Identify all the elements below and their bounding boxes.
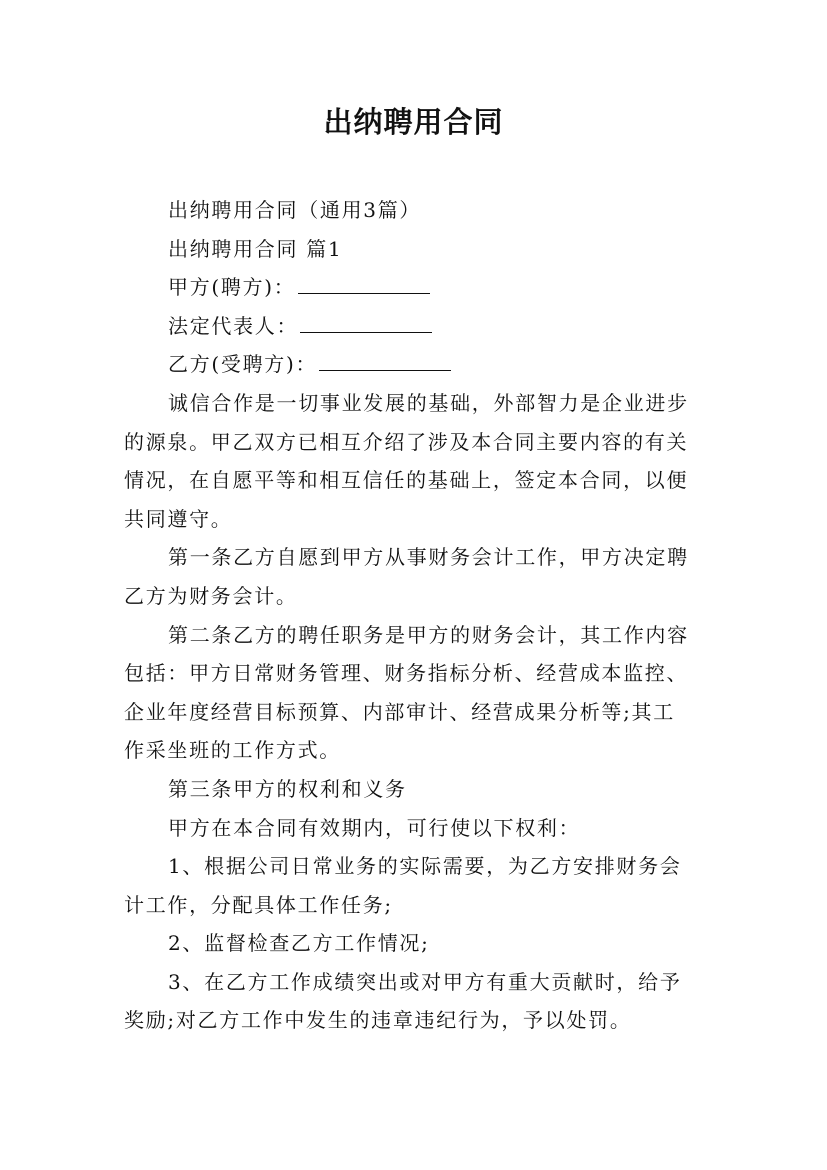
party-a-blank [298,271,430,294]
paragraph-line: 情况，在自愿平等和相互信任的基础上，签定本合同，以便 [124,468,689,493]
document-title: 出纳聘用合同 [323,105,504,139]
article-3-heading: 第三条甲方的权利和义务 [168,776,407,801]
subtitle: 出纳聘用合同（通用3篇） [168,198,422,222]
right-3-line: 奖励;对乙方工作中发生的违章违纪行为，予以处罚。 [124,1008,632,1033]
right-1-line: 计工作，分配具体工作任务; [124,892,393,917]
paragraph-line: 共同遵守。 [124,506,233,531]
right-2-line: 2、监督检查乙方工作情况; [168,931,430,956]
party-b-label: 乙方(受聘方)： [168,352,318,377]
article-2-line: 包括：甲方日常财务管理、财务指标分析、经营成本监控、 [124,661,689,686]
party-b-blank [319,348,451,371]
legal-rep-field [124,307,709,346]
article-2-line: 第二条乙方的聘任职务是甲方的财务会计，其工作内容 [168,622,689,647]
part-heading: 出纳聘用合同 篇1 [168,236,343,261]
party-b-field [124,345,709,384]
legal-rep-label: 法定代表人： [168,313,299,338]
paragraph-line: 的源泉。甲乙双方已相互介绍了涉及本合同主要内容的有关 [124,429,689,454]
right-3-line: 3、在乙方工作成绩突出或对甲方有重大贡献时，给予 [168,969,682,994]
article-2-line: 作采坐班的工作方式。 [124,738,341,763]
right-1-line: 1、根据公司日常业务的实际需要，为乙方安排财务会 [168,854,682,879]
article-1-line: 乙方为财务会计。 [124,583,298,608]
article-1-line: 第一条乙方自愿到甲方从事财务会计工作，甲方决定聘 [168,545,689,570]
document-body [124,191,709,1040]
rights-intro: 甲方在本合同有效期内，可行使以下权利： [168,815,581,840]
party-a-field [124,268,709,307]
party-a-label: 甲方(聘方)： [168,275,296,300]
paragraph-line: 诚信合作是一切事业发展的基础，外部智力是企业进步 [168,390,689,415]
legal-rep-blank [300,310,432,333]
article-2-line: 企业年度经营目标预算、内部审计、经营成果分析等;其工 [124,699,675,724]
